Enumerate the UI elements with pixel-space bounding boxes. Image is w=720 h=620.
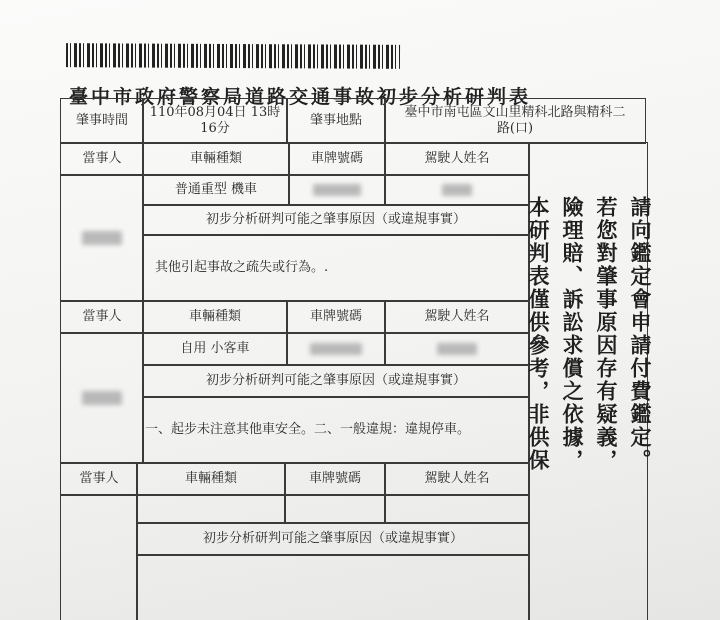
party1-vehicle-type-label: 車輛種類 bbox=[142, 142, 290, 176]
party1-plate-value bbox=[288, 174, 386, 206]
party2-redacted-plate bbox=[310, 343, 362, 355]
party1-redacted-id bbox=[82, 231, 122, 245]
party1-redacted-driver bbox=[442, 184, 472, 196]
accident-time-label: 肇事時間 bbox=[60, 98, 144, 144]
accident-location-value bbox=[384, 98, 646, 144]
party2-label: 當事人 bbox=[60, 300, 144, 334]
party3-vehicle-type-value bbox=[136, 494, 286, 524]
party3-plate-value bbox=[284, 494, 386, 524]
party2-vehicle-type-value: 自用 小客車 bbox=[142, 332, 288, 366]
party1-cause-header: 初步分析研判可能之肇事原因（或違規事實） bbox=[142, 204, 530, 236]
party3-cause-value bbox=[136, 554, 530, 620]
notice-column-3: 險理賠、訴訟求償之依據， bbox=[560, 196, 585, 472]
party3-id-cell bbox=[60, 494, 138, 620]
party2-id-cell bbox=[60, 332, 144, 464]
notice-column-1: 請向鑑定會申請付費鑑定。 bbox=[628, 196, 653, 472]
party1-vehicle-type-value: 普通重型 機車 bbox=[142, 174, 290, 206]
party1-id-cell bbox=[60, 174, 144, 302]
party2-plate-label: 車牌號碼 bbox=[286, 300, 386, 334]
party2-redacted-id bbox=[82, 391, 122, 405]
accident-location-line2: 路(口) bbox=[496, 121, 534, 136]
accident-time-line2: 16分 bbox=[200, 121, 230, 136]
party1-label: 當事人 bbox=[60, 142, 144, 176]
accident-location-label: 肇事地點 bbox=[286, 98, 386, 144]
party3-cause-header: 初步分析研判可能之肇事原因（或違規事實） bbox=[136, 522, 530, 556]
party3-vehicle-type-label: 車輛種類 bbox=[136, 462, 286, 496]
party2-vehicle-type-label: 車輛種類 bbox=[142, 300, 288, 334]
party1-cause-value: 其他引起事故之疏失或行為。. bbox=[142, 234, 530, 302]
notice-column-4: 本研判表僅供參考，非供保 bbox=[526, 196, 551, 472]
accident-location-line1: 臺中市南屯區文山里精科北路與精科二 bbox=[404, 105, 626, 120]
party2-driver-value bbox=[384, 332, 530, 366]
party3-driver-label: 駕駛人姓名 bbox=[384, 462, 530, 496]
notice-text bbox=[526, 196, 653, 576]
notice-column-2: 若您對肇事原因存有疑義， bbox=[594, 196, 619, 472]
form-title: 臺中市政府警察局道路交通事故初步分析研判表 bbox=[68, 86, 531, 108]
party1-driver-value bbox=[384, 174, 530, 206]
party1-driver-label: 駕駛人姓名 bbox=[384, 142, 530, 176]
party2-cause-header: 初步分析研判可能之肇事原因（或違規事實） bbox=[142, 364, 530, 398]
accident-time-value bbox=[142, 98, 288, 144]
accident-time-line1: 110年08月04日 13時 bbox=[149, 105, 281, 120]
party2-driver-label: 駕駛人姓名 bbox=[384, 300, 530, 334]
party2-redacted-driver bbox=[437, 343, 477, 355]
party1-plate-label: 車牌號碼 bbox=[288, 142, 386, 176]
party1-redacted-plate bbox=[313, 184, 361, 196]
party3-plate-label: 車牌號碼 bbox=[284, 462, 386, 496]
party2-plate-value bbox=[286, 332, 386, 366]
party2-cause-value: 一、起步未注意其他車安全。二、一般違規：違規停車。 bbox=[142, 396, 530, 464]
party3-label: 當事人 bbox=[60, 462, 138, 496]
party3-driver-value bbox=[384, 494, 530, 524]
